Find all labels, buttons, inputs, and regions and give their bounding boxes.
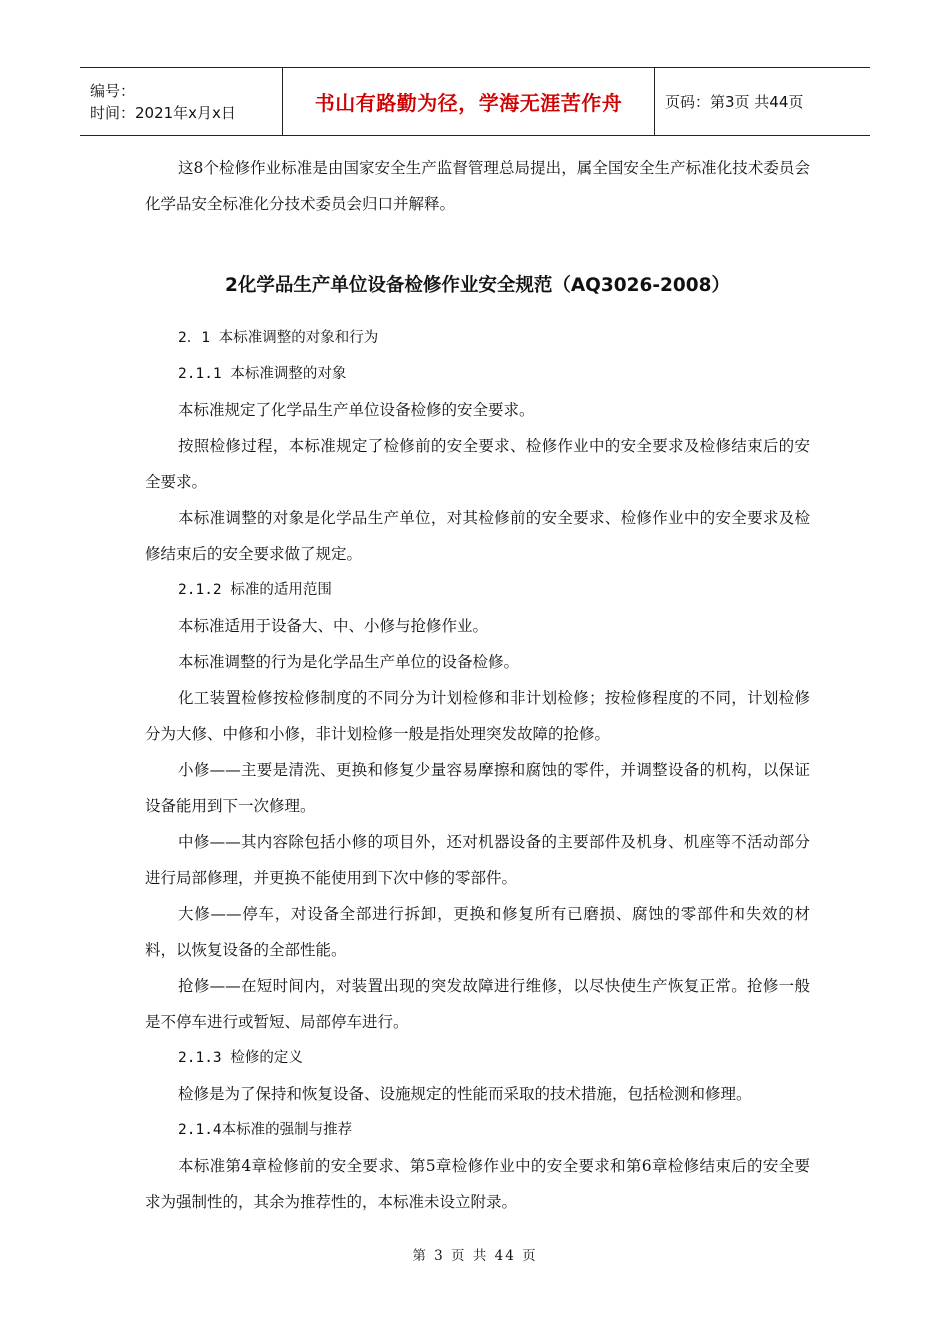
header-meta <box>80 68 282 135</box>
paragraph: 小修——主要是清洗、更换和修复少量容易摩擦和腐蚀的零件，并调整设备的机构，以保证设备能用到下一次修理。 <box>145 761 810 815</box>
header-page-label: 页码：第3页 共44页 <box>665 93 804 111</box>
paragraph: 检修是为了保持和恢复设备、设施规定的性能而采取的技术措施，包括检测和修理。 <box>178 1085 752 1103</box>
paragraph: 本标准调整的行为是化学品生产单位的设备检修。 <box>178 653 520 671</box>
intro-paragraph: 这8个检修作业标准是由国家安全生产监督管理总局提出，属全国安全生产标准化技术委员会化学品安全标准化分技术委员会归口并解释。 <box>145 159 810 213</box>
paragraph: 抢修——在短时间内，对装置出现的突发故障进行维修，以尽快使生产恢复正常。抢修一般是不停车进行或暂短、局部停车进行。 <box>145 977 810 1031</box>
paragraph: 本标准第4章检修前的安全要求、第5章检修作业中的安全要求和第6章检修结束后的安全要求为强制性的，其余为推荐性的，本标准未设立附录。 <box>145 1157 810 1211</box>
header-motto-cell <box>282 68 655 135</box>
subsection-2-1: 2．1 本标准调整的对象和行为 <box>178 330 379 346</box>
paragraph: 中修——其内容除包括小修的项目外，还对机器设备的主要部件及机身、机座等不活动部分进行局部修理，并更换不能使用到下次中修的零部件。 <box>145 833 810 887</box>
paragraph: 大修——停车，对设备全部进行拆卸，更换和修复所有已磨损、腐蚀的零部件和失效的材料，以恢复设备的全部性能。 <box>145 905 810 959</box>
header-motto: 书山有路勤为径，学海无涯苦作舟 <box>314 91 623 115</box>
page-footer: 第 3 页 共 44 页 <box>412 1248 538 1264</box>
paragraph: 本标准规定了化学品生产单位设备检修的安全要求。 <box>178 401 535 419</box>
header-page-cell <box>655 68 870 135</box>
page-header <box>80 67 870 136</box>
paragraph: 化工装置检修按检修制度的不同分为计划检修和非计划检修；按检修程度的不同，计划检修分为大修、中修和小修，非计划检修一般是指处理突发故障的抢修。 <box>145 689 810 743</box>
subsection-2-1-2: 2.1.2 标准的适用范围 <box>178 582 332 598</box>
document-body <box>145 150 810 1220</box>
document-date-label: 时间：2021年x月x日 <box>90 103 236 122</box>
subsection-2-1-1: 2.1.1 本标准调整的对象 <box>178 366 347 382</box>
subsection-2-1-3: 2.1.3 检修的定义 <box>178 1050 303 1066</box>
paragraph: 本标准调整的对象是化学品生产单位，对其检修前的安全要求、检修作业中的安全要求及检修结束后的安全要求做了规定。 <box>145 509 810 563</box>
paragraph: 本标准适用于设备大、中、小修与抢修作业。 <box>178 617 489 635</box>
document-number-label: 编号： <box>90 81 136 100</box>
paragraph: 按照检修过程，本标准规定了检修前的安全要求、检修作业中的安全要求及检修结束后的安全要求。 <box>145 437 810 491</box>
section-heading: 2化学品生产单位设备检修作业安全规范（AQ3026-2008） <box>224 275 731 296</box>
subsection-2-1-4: 2.1.4本标准的强制与推荐 <box>178 1122 353 1138</box>
